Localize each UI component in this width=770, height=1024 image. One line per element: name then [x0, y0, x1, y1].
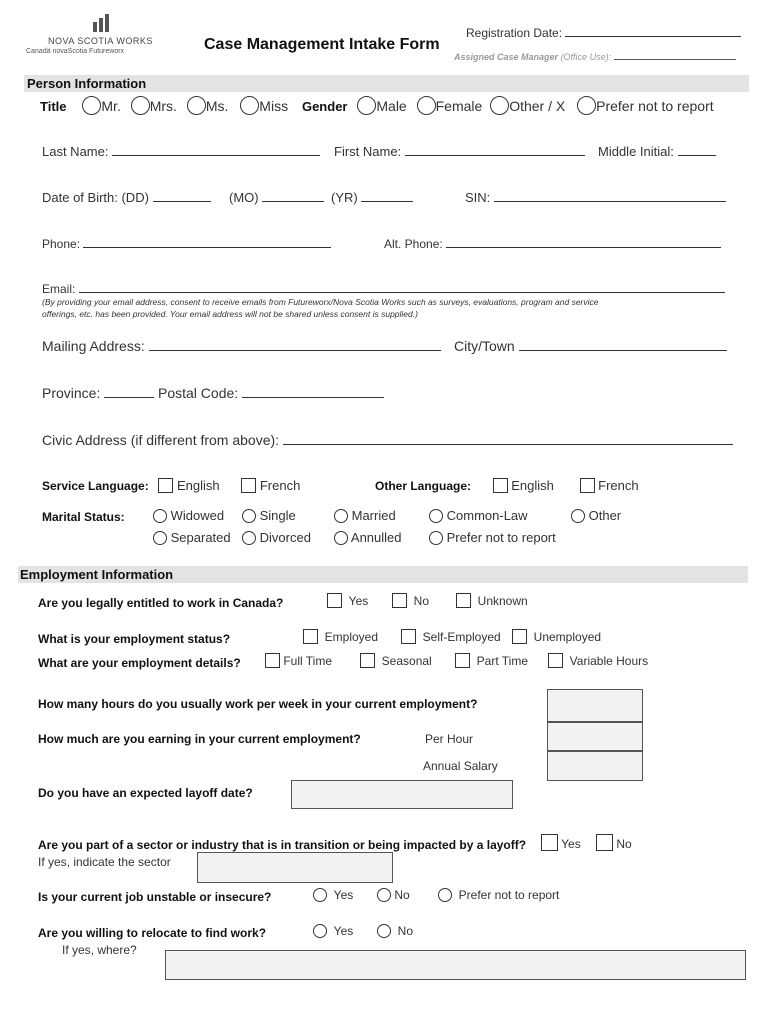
relocate-if-yes-label: If yes, where? — [62, 943, 137, 957]
entitled-unknown[interactable]: Unknown — [456, 593, 528, 608]
sin-field[interactable]: SIN: — [465, 189, 726, 205]
radio-icon[interactable] — [313, 888, 327, 902]
other-language-label: Other Language: — [375, 479, 472, 493]
layoff-date-input[interactable] — [291, 780, 513, 809]
radio-icon[interactable] — [357, 96, 376, 115]
gender-other[interactable]: Other / X — [490, 98, 565, 114]
unstable-yes[interactable]: Yes — [313, 888, 353, 902]
status-self-employed[interactable]: Self-Employed — [401, 629, 501, 644]
checkbox-icon[interactable] — [455, 653, 470, 668]
checkbox-icon[interactable] — [456, 593, 471, 608]
city-town-field[interactable]: City/Town — [454, 338, 727, 354]
other-english[interactable]: English — [493, 478, 554, 493]
status-employed[interactable]: Employed — [303, 629, 378, 644]
registration-date-field[interactable]: Registration Date: — [466, 24, 741, 40]
service-language-row — [42, 478, 300, 493]
title-miss[interactable]: Miss — [240, 98, 288, 114]
checkbox-icon[interactable] — [360, 653, 375, 668]
person-section-header: Person Information — [24, 75, 749, 92]
checkbox-icon[interactable] — [303, 629, 318, 644]
gender-label: Gender — [301, 99, 348, 114]
layoff-question: Do you have an expected layoff date? — [38, 786, 253, 800]
sector-if-yes-label: If yes, indicate the sector — [38, 855, 171, 869]
status-question: What is your employment status? — [38, 632, 231, 646]
gender-male[interactable]: Male — [357, 98, 406, 114]
alt-phone-field[interactable]: Alt. Phone: — [384, 235, 721, 251]
logo-bars-icon — [93, 14, 168, 32]
radio-icon[interactable] — [417, 96, 436, 115]
radio-icon[interactable] — [153, 531, 167, 545]
details-seasonal[interactable]: Seasonal — [360, 653, 432, 668]
marital-common-law[interactable]: Common-Law — [429, 508, 528, 523]
dob-day-field[interactable]: Date of Birth: (DD) — [42, 189, 211, 205]
sector-no[interactable]: No — [596, 834, 632, 851]
checkbox-icon[interactable] — [241, 478, 256, 493]
details-question: What are your employment details? — [38, 656, 241, 670]
radio-icon[interactable] — [577, 96, 596, 115]
title-ms[interactable]: Ms. — [187, 98, 229, 114]
entitled-yes[interactable]: Yes — [327, 593, 368, 608]
relocate-no[interactable]: No — [377, 924, 413, 938]
details-variable-hours[interactable]: Variable Hours — [548, 653, 648, 668]
radio-icon[interactable] — [153, 509, 167, 523]
gender-prefer-not[interactable]: Prefer not to report — [577, 98, 714, 114]
title-label: Title — [40, 99, 67, 114]
hours-input[interactable] — [547, 689, 643, 722]
marital-status-label: Marital Status: — [42, 510, 125, 524]
radio-icon[interactable] — [377, 888, 391, 902]
checkbox-icon[interactable] — [548, 653, 563, 668]
entitled-question: Are you legally entitled to work in Canada? — [38, 596, 284, 610]
first-name-field[interactable]: First Name: — [334, 143, 585, 159]
sector-input[interactable] — [197, 852, 393, 883]
marital-prefer-not[interactable]: Prefer not to report — [429, 530, 556, 545]
checkbox-icon[interactable] — [580, 478, 595, 493]
title-mrs[interactable]: Mrs. — [131, 98, 177, 114]
checkbox-icon[interactable] — [392, 593, 407, 608]
logo-partners: Canadä novaScotia Futureworx — [26, 48, 125, 55]
last-name-field[interactable]: Last Name: — [42, 143, 320, 159]
radio-icon[interactable] — [242, 509, 256, 523]
title-gender-row — [40, 96, 714, 115]
radio-icon[interactable] — [438, 888, 452, 902]
marital-single[interactable]: Single — [242, 508, 296, 523]
dob-month-field[interactable]: (MO) — [229, 189, 324, 205]
service-language-label: Service Language: — [42, 479, 149, 493]
email-consent-note: (By providing your email address, consent to receive emails from Futureworx/Nova Scotia Works such as surveys, evaluations, program and service offerings, etc. has been provided. Your email address will not be shared unless consent is supplied.) — [42, 297, 599, 319]
earning-question: How much are you earning in your current employment? — [38, 732, 361, 746]
per-hour-input[interactable] — [547, 722, 643, 751]
service-english[interactable]: English — [158, 478, 219, 493]
other-language-row — [375, 478, 639, 493]
radio-icon[interactable] — [429, 509, 443, 523]
sector-yes[interactable]: Yes — [541, 834, 581, 851]
checkbox-icon[interactable] — [265, 653, 280, 668]
marital-other[interactable]: Other — [571, 508, 621, 523]
marital-separated[interactable]: Separated — [153, 530, 231, 545]
relocate-question: Are you willing to relocate to find work? — [38, 926, 267, 940]
unstable-question: Is your current job unstable or insecure? — [38, 890, 272, 904]
checkbox-icon[interactable] — [158, 478, 173, 493]
relocate-yes[interactable]: Yes — [313, 924, 353, 938]
radio-icon[interactable] — [429, 531, 443, 545]
annual-salary-label: Annual Salary — [423, 759, 498, 773]
checkbox-icon[interactable] — [401, 629, 416, 644]
email-field[interactable]: Email: — [42, 280, 725, 296]
gender-female[interactable]: Female — [417, 98, 483, 114]
logo — [26, 14, 168, 55]
logo-text: NOVA SCOTIA WORKS — [48, 36, 153, 46]
middle-initial-field[interactable]: Middle Initial: — [598, 143, 716, 159]
checkbox-icon[interactable] — [541, 834, 558, 851]
civic-address-field[interactable]: Civic Address (if different from above): — [42, 432, 733, 448]
checkbox-icon[interactable] — [596, 834, 613, 851]
radio-icon[interactable] — [334, 531, 348, 545]
radio-icon[interactable] — [240, 96, 259, 115]
marital-married[interactable]: Married — [334, 508, 396, 523]
assigned-case-manager-field[interactable]: Assigned Case Manager (Office Use): — [454, 50, 736, 62]
checkbox-icon[interactable] — [493, 478, 508, 493]
relocate-where-input[interactable] — [165, 950, 746, 980]
province-field[interactable]: Province: — [42, 385, 154, 401]
service-french[interactable]: French — [241, 478, 300, 493]
radio-icon[interactable] — [131, 96, 150, 115]
details-full-time[interactable]: Full Time — [265, 653, 332, 668]
marital-annulled[interactable]: Annulled — [334, 530, 402, 545]
marital-widowed[interactable]: Widowed — [153, 508, 224, 523]
mailing-address-field[interactable]: Mailing Address: — [42, 338, 441, 354]
marital-divorced[interactable]: Divorced — [242, 530, 311, 545]
unstable-no[interactable]: No — [377, 888, 410, 902]
other-french[interactable]: French — [580, 478, 639, 493]
sector-question: Are you part of a sector or industry that is in transition or being impacted by a layoff? — [38, 838, 527, 852]
radio-icon[interactable] — [242, 531, 256, 545]
phone-field[interactable]: Phone: — [42, 235, 331, 251]
hours-question: How many hours do you usually work per week in your current employment? — [38, 697, 478, 711]
form-title: Case Management Intake Form — [204, 36, 440, 53]
radio-icon[interactable] — [377, 924, 391, 938]
entitled-no[interactable]: No — [392, 593, 429, 608]
status-unemployed[interactable]: Unemployed — [512, 629, 601, 644]
dob-year-field[interactable]: (YR) — [331, 189, 413, 205]
radio-icon[interactable] — [490, 96, 509, 115]
postal-code-field[interactable]: Postal Code: — [158, 385, 384, 401]
checkbox-icon[interactable] — [327, 593, 342, 608]
per-hour-label: Per Hour — [425, 732, 474, 746]
employment-section-header: Employment Information — [18, 566, 748, 583]
checkbox-icon[interactable] — [512, 629, 527, 644]
details-part-time[interactable]: Part Time — [455, 653, 528, 668]
radio-icon[interactable] — [334, 509, 348, 523]
annual-salary-input[interactable] — [547, 751, 643, 781]
unstable-prefer-not[interactable]: Prefer not to report — [438, 888, 559, 902]
radio-icon[interactable] — [187, 96, 206, 115]
radio-icon[interactable] — [571, 509, 585, 523]
radio-icon[interactable] — [313, 924, 327, 938]
radio-icon[interactable] — [82, 96, 101, 115]
title-mr[interactable]: Mr. — [82, 98, 120, 114]
